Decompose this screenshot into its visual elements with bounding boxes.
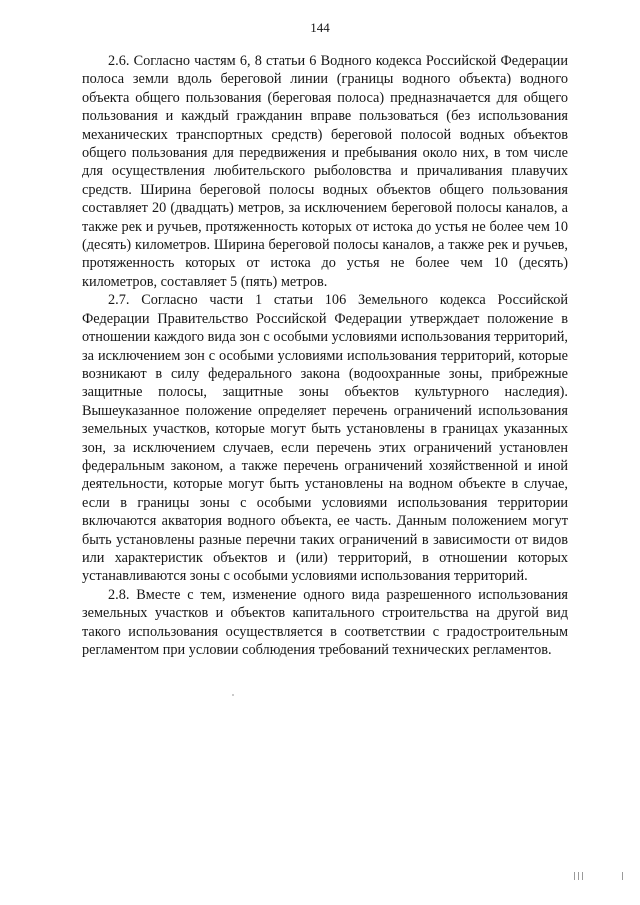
scan-speck: [232, 694, 234, 696]
paragraph-2-8: 2.8. Вместе с тем, изменение одного вида разрешенного использования земельных участков и объектов капитального строительства на другой вид такого использования осуществляется в соответствии с градостроительным регламентом при условии соблюдения требований технических регламентов.: [82, 586, 568, 658]
paragraph-2-7: 2.7. Согласно части 1 статьи 106 Земельного кодекса Российской Федерации Правительство Российской Федерации утверждает положение в отношении каждого вида зон с особыми условиями использования территорий, за исключением зон с особыми условиями использования территорий, которые возникают в силу федерального закона (водоохранные зоны, прибрежные защитные полосы, защитные зоны объектов культурного наследия). Вышеуказанное положение определяет перечень ограничений использования земельных участков, которые могут быть установлены в границах указанных зон, за исключением случаев, если перечень этих ограничений установлен федеральным законом, а также перечень ограничений хозяйственной и иной деятельности, которые могут быть установлены на водном объекте в случае, если в границы зоны с особыми условиями использования территории включаются акватория водного объекта, ее часть. Данным положением могут быть установлены разные перечни таких ограничений в зависимости от видов или характеристик объектов и (или) территорий, в отношении которых устанавливаются зоны с особыми условиями использования территорий.: [82, 292, 568, 585]
paragraph-2-6: 2.6. Согласно частям 6, 8 статьи 6 Водного кодекса Российской Федерации полоса земли вдоль береговой линии (границы водного объекта) водного объекта общего пользования (береговая полоса) предназначается для общего пользования и каждый гражданин вправе пользоваться (без использования механических транспортных средств) береговой полосой водных объектов общего пользования для передвижения и пребывания около них, в том числе для осуществления любительского рыболовства и причаливания плавучих средств. Ширина береговой полосы водных объектов общего пользования составляет 20 (двадцать) метров, за исключением береговой полосы каналов, а также рек и ручьев, протяженность которых от истока до устья не более чем 10 (десять) километров. Ширина береговой полосы каналов, а также рек и ручьев, протяженность которых от истока до устья не более чем 10 (десять) километров, составляет 5 (пять) метров.: [82, 53, 568, 290]
page-number: 144: [310, 20, 330, 35]
document-body: [82, 52, 568, 659]
scan-mark: [574, 872, 588, 882]
scan-mark: [622, 872, 626, 882]
